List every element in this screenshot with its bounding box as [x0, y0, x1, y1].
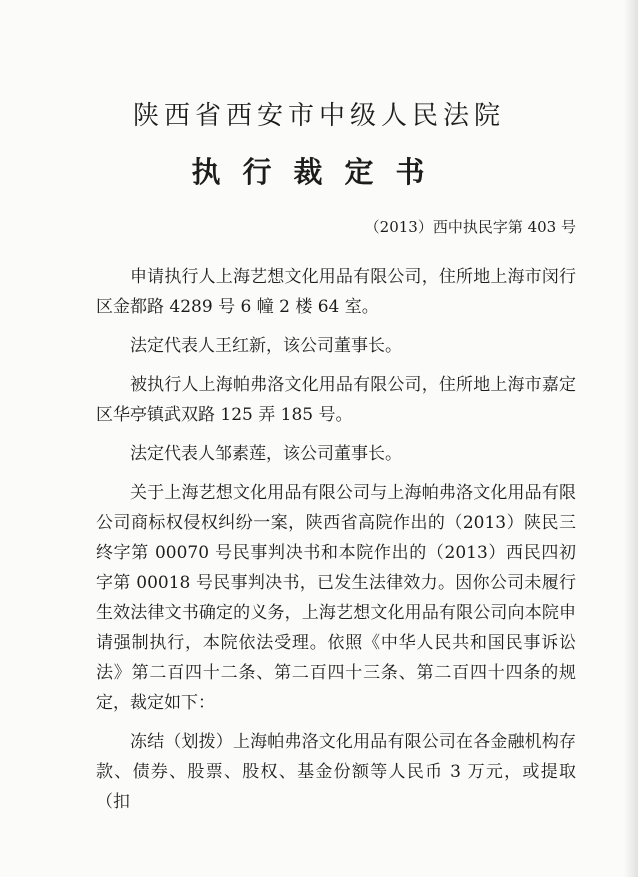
paragraph-applicant: 申请执行人上海艺想文化用品有限公司，住所地上海市闵行区金都路 4289 号 6 幢 2 楼 64 室。: [96, 267, 576, 317]
case-number: （2013）西中执民字第 403 号: [364, 218, 576, 236]
paragraph-ruling: 冻结（划拨）上海帕弗洛文化用品有限公司在各金融机构存款、债券、股票、股权、基金份额等人民币 3 万元，或提取（扣: [96, 732, 576, 812]
paragraph-applicant-representative: 法定代表人王红新，该公司董事长。: [130, 336, 402, 356]
document-title: 执行裁定书: [191, 155, 447, 189]
paragraph-respondent-representative: 法定代表人邹素莲，该公司董事长。: [130, 444, 402, 464]
document-body: [96, 262, 576, 817]
court-name: 陕西省西安市中级人民法院: [132, 101, 505, 131]
paragraph-case-facts: 关于上海艺想文化用品有限公司与上海帕弗洛文化用品有限公司商标权侵权纠纷一案，陕西省高院作出的（2013）陕民三终字第 00070 号民事判决书和本院作出的（2013）西民四初字第 00018 号民事判决书，已发生法律效力。因你公司未履行生效法律文书确定的义务，上海艺想文化用品有限公司向本院申请强制执行，本院依法受理。依照《中华人民共和国民事诉讼法》第二百四十二条、第二百四十三条、第二百四十四条的规定，裁定如下：: [96, 483, 576, 713]
paragraph-respondent: 被执行人上海帕弗洛文化用品有限公司，住所地上海市嘉定区华亭镇武双路 125 弄 185 号。: [96, 375, 576, 425]
